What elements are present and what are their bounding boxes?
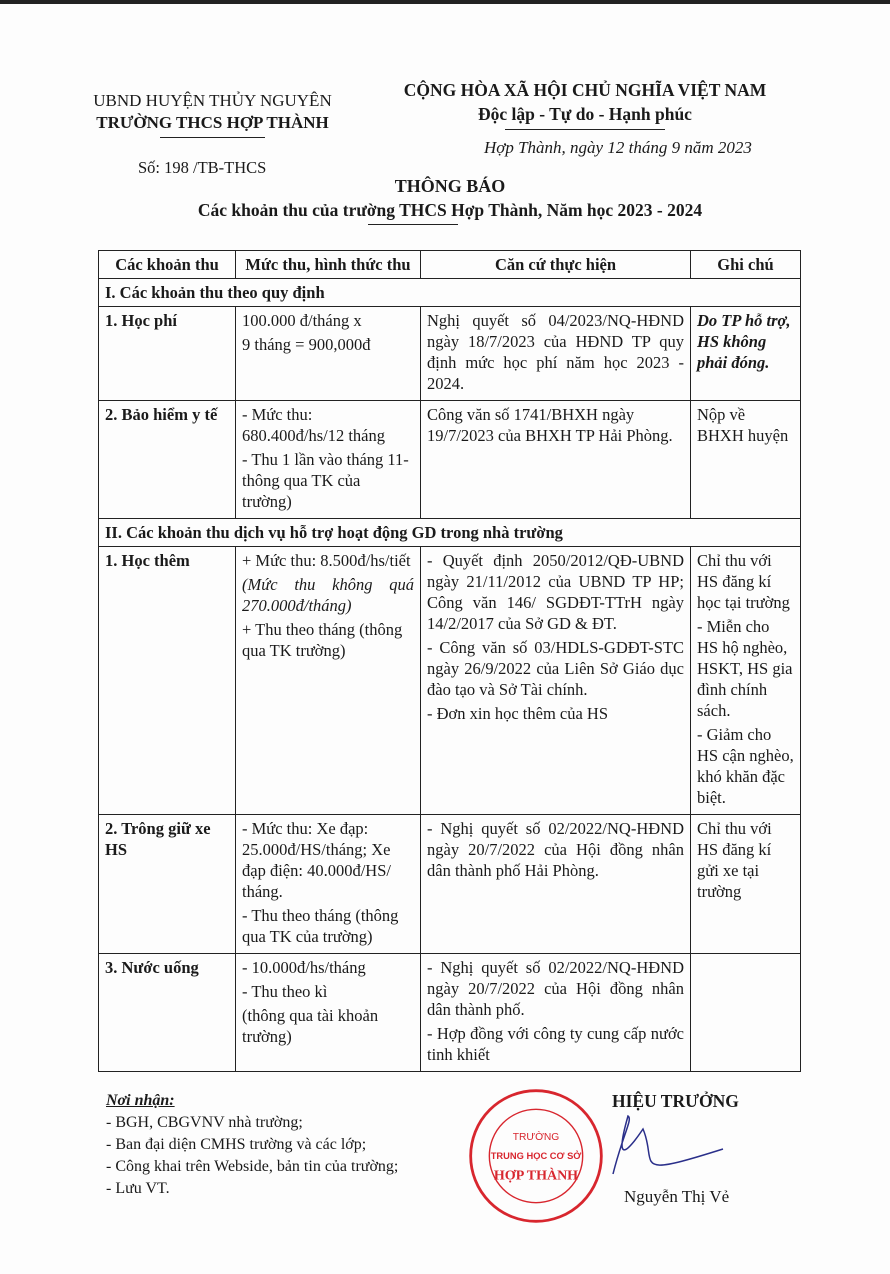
rate-text: - 10.000đ/hs/tháng [242, 958, 366, 977]
section-row [99, 279, 801, 307]
rate-text: - Mức thu: Xe đạp: 25.000đ/HS/tháng; Xe đạp điện: 40.000đ/HS/ tháng. [242, 819, 391, 901]
recipient-item: - Ban đại diện CMHS trường và các lớp; [106, 1136, 367, 1153]
item-name: 1. Học thêm [99, 547, 236, 815]
rate-text: - Thu theo kì [242, 982, 328, 1001]
svg-text:TRUNG HỌC CƠ SỞ: TRUNG HỌC CƠ SỞ [490, 1150, 582, 1161]
document-date: Hợp Thành, ngày 12 tháng 9 năm 2023 [484, 138, 752, 157]
basis-text: Công văn số 1741/BHXH ngày 19/7/2023 của BHXH TP Hải Phòng. [427, 405, 673, 445]
rate-text: 9 tháng = 900,000đ [242, 335, 371, 354]
recipients-title: Nơi nhận: [106, 1092, 175, 1109]
document-subtitle: Các khoản thu của trường THCS Hợp Thành, Năm học 2023 - 2024 [197, 200, 703, 220]
table-row [99, 547, 801, 815]
recipient-item: - Lưu VT. [106, 1180, 170, 1197]
table-header-row [99, 251, 801, 279]
note-text: Nộp về BHXH huyện [697, 405, 789, 445]
divider [505, 129, 665, 130]
recipient-item: - BGH, CBGVNV nhà trường; [106, 1114, 303, 1131]
country-name: CỘNG HÒA XÃ HỘI CHỦ NGHĨA VIỆT NAM [403, 80, 767, 100]
header-cell: Các khoản thu [99, 251, 236, 279]
note-text: - Miễn cho HS hộ nghèo, HSKT, HS gia đình chính sách. [697, 617, 793, 720]
rate-text: 100.000 đ/tháng x [242, 311, 362, 330]
motto: Độc lập - Tự do - Hạnh phúc [478, 104, 692, 124]
basis-text: - Hợp đồng với công ty cung cấp nước tinh khiết [427, 1024, 684, 1064]
basis-text: - Nghị quyết số 02/2022/NQ-HĐND ngày 20/7/2022 của Hội đồng nhân dân thành phố. [427, 958, 684, 1019]
header-cell: Ghi chú [691, 251, 801, 279]
item-name: 3. Nước uống [99, 954, 236, 1072]
document-title: THÔNG BÁO [394, 176, 506, 196]
issuer-block [80, 90, 345, 138]
header-cell: Căn cứ thực hiện [421, 251, 691, 279]
table-row [99, 815, 801, 954]
national-motto [380, 78, 790, 130]
signature-title: HIỆU TRƯỞNG [612, 1091, 739, 1111]
recipient-item: - Công khai trên Webside, bản tin của trường; [106, 1158, 399, 1175]
signature-scribble-icon [608, 1114, 728, 1184]
rate-text: - Mức thu: 680.400đ/hs/12 tháng [242, 405, 385, 445]
basis-text: - Quyết định 2050/2012/QĐ-UBND ngày 21/11/2012 của UBND TP HP; Công văn 146/ SGDĐT-TTrH ngày 14/2/2017 của Sở GD & ĐT. [427, 551, 684, 633]
rate-text: - Thu 1 lần vào tháng 11- thông qua TK của trường) [242, 450, 409, 511]
table-row [99, 954, 801, 1072]
rate-text: (Mức thu không quá 270.000đ/tháng) [242, 575, 414, 615]
divider [160, 137, 265, 138]
document-footer [98, 1086, 800, 1236]
issuer-school: TRƯỜNG THCS HỢP THÀNH [96, 113, 329, 132]
item-name: 2. Trông giữ xe HS [99, 815, 236, 954]
basis-text: Nghị quyết số 04/2023/NQ-HĐND ngày 18/7/2023 của HĐND TP quy định mức học phí năm học 2023 - 2024. [427, 311, 684, 393]
rate-text: + Mức thu: 8.500đ/hs/tiết [242, 551, 411, 570]
document-number: Số: 198 /TB-THCS [138, 158, 267, 177]
section-row [99, 519, 801, 547]
item-name: 1. Học phí [99, 307, 236, 401]
rate-text: (thông qua tài khoản trường) [242, 1006, 379, 1046]
recipients [106, 1090, 398, 1200]
basis-text: - Đơn xin học thêm của HS [427, 704, 609, 723]
issuer-authority: UBND HUYỆN THỦY NGUYÊN [93, 91, 332, 110]
note-text: Chỉ thu với HS đăng kí học tại trường [697, 551, 790, 612]
official-stamp-icon [466, 1086, 606, 1226]
item-name: 2. Bảo hiểm y tế [99, 401, 236, 519]
note-text: Chỉ thu với HS đăng kí gửi xe tại trường [697, 819, 772, 901]
table-row [99, 401, 801, 519]
fee-table [98, 250, 801, 1072]
header-cell: Mức thu, hình thức thu [236, 251, 421, 279]
svg-text:TRƯỜNG: TRƯỜNG [512, 1132, 560, 1144]
basis-text: - Nghị quyết số 02/2022/NQ-HĐND ngày 20/7/2022 của Hội đồng nhân dân thành phố Hải Phòng. [427, 819, 684, 880]
section-heading: I. Các khoản thu theo quy định [99, 279, 801, 307]
signer-name: Nguyễn Thị Vẻ [624, 1187, 730, 1206]
table-row [99, 307, 801, 401]
rate-text: - Thu theo tháng (thông qua TK của trường) [242, 906, 399, 946]
content-flow [98, 250, 800, 1236]
section-heading: II. Các khoản thu dịch vụ hỗ trợ hoạt động GD trong nhà trường [99, 519, 801, 547]
svg-text:HỢP THÀNH: HỢP THÀNH [493, 1168, 579, 1184]
note-text: - Giảm cho HS cận nghèo, khó khăn đặc biệt. [697, 725, 794, 807]
divider [368, 224, 458, 225]
rate-text: + Thu theo tháng (thông qua TK trường) [242, 620, 403, 660]
note-cell [691, 954, 801, 1072]
basis-text: - Công văn số 03/HDLS-GDĐT-STC ngày 26/9/2022 của Liên Sở Giáo dục đào tạo và Sở Tài chính. [427, 638, 684, 699]
scan-edge [0, 0, 890, 4]
note-text: Do TP hỗ trợ, HS không phải đóng. [697, 311, 791, 372]
